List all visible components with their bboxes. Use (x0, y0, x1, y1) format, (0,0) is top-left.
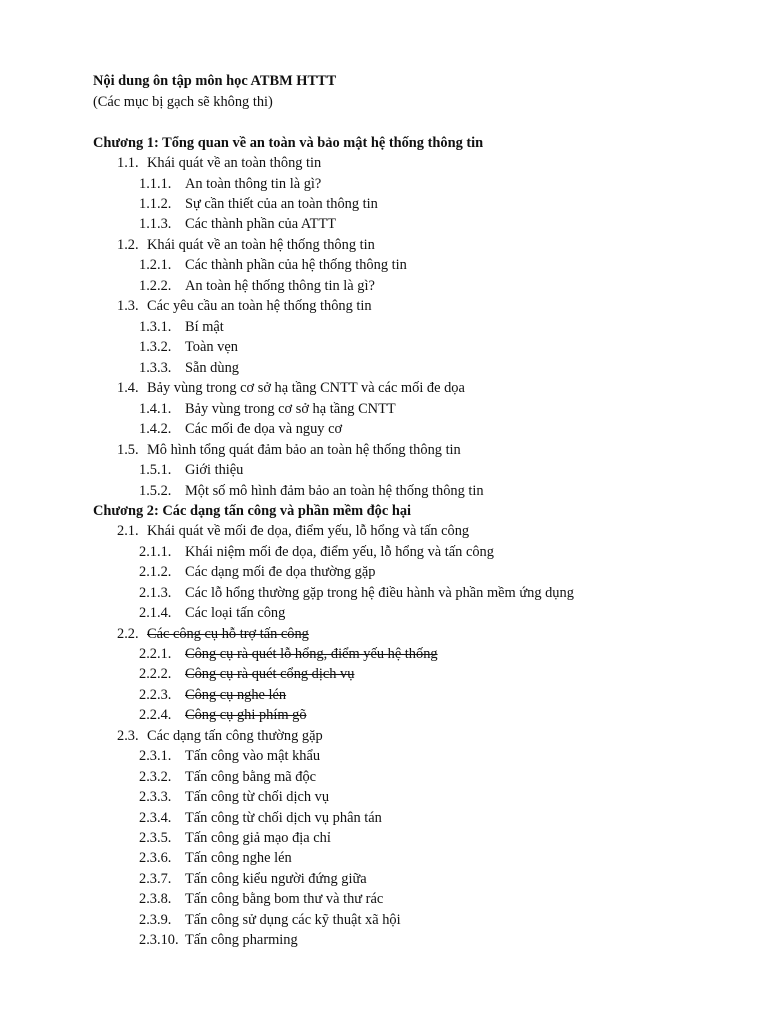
subsection-2-2-4-struck (139, 705, 307, 725)
subsection-text: Khái niệm mối đe dọa, điểm yếu, lỗ hổng và tấn công (185, 544, 494, 560)
subsection-number: 2.1.3. (139, 585, 172, 601)
section-number: 1.5. (117, 442, 139, 458)
subsection-2-1-1 (139, 542, 494, 562)
section-text: Bảy vùng trong cơ sở hạ tầng CNTT và các mối đe dọa (147, 380, 465, 396)
subsection-text: Tấn công vào mật khẩu (185, 748, 321, 764)
subsection-2-1-4 (139, 603, 285, 623)
subsection-number: 1.5.1. (139, 462, 172, 478)
subsection-text: Công cụ ghi phím gõ (185, 707, 307, 723)
subsection-2-3-1 (139, 746, 320, 766)
subsection-number: 2.3.7. (139, 871, 172, 887)
section-number: 1.2. (117, 237, 139, 253)
subsection-text: Tấn công bằng bom thư và thư rác (185, 891, 384, 907)
subsection-2-3-10 (139, 930, 298, 950)
subsection-text: Công cụ rà quét lỗ hổng, điểm yếu hệ thống (185, 646, 438, 662)
subsection-text: Tấn công giả mạo địa chỉ (185, 830, 331, 846)
subsection-text: An toàn thông tin là gì? (185, 176, 322, 192)
subsection-text: Tấn công từ chối dịch vụ (185, 789, 330, 805)
subsection-number: 1.5.2. (139, 483, 172, 499)
subsection-text: Các mối đe dọa và nguy cơ (185, 421, 343, 437)
subsection-text: Tấn công sử dụng các kỹ thuật xã hội (185, 912, 401, 928)
subsection-2-3-7 (139, 869, 367, 889)
subsection-number: 1.1.3. (139, 216, 172, 232)
subsection-1-2-1 (139, 255, 407, 275)
subsection-number: 1.4.2. (139, 421, 172, 437)
section-number: 2.3. (117, 728, 139, 744)
section-text: Các công cụ hỗ trợ tấn công (147, 626, 309, 642)
subsection-number: 2.3.10. (139, 932, 179, 948)
subsection-number: 2.3.8. (139, 891, 172, 907)
subsection-text: Tấn công kiểu người đứng giữa (185, 871, 367, 887)
subsection-1-1-3 (139, 214, 336, 234)
subsection-number: 2.3.6. (139, 850, 172, 866)
section-number: 1.1. (117, 155, 139, 171)
subsection-number: 2.2.4. (139, 707, 172, 723)
section-1-2 (117, 235, 375, 255)
section-2-2-struck (117, 624, 309, 644)
subsection-2-3-4 (139, 808, 382, 828)
section-text: Các yêu cầu an toàn hệ thống thông tin (147, 298, 372, 314)
subsection-2-3-8 (139, 889, 383, 909)
subsection-number: 2.1.2. (139, 564, 172, 580)
chapter-1-heading: Chương 1: Tổng quan về an toàn và bảo mật hệ thống thông tin (93, 135, 484, 151)
subsection-number: 2.1.4. (139, 605, 172, 621)
section-number: 2.1. (117, 523, 139, 539)
section-text: Các dạng tấn công thường gặp (147, 728, 323, 744)
subsection-number: 1.3.2. (139, 339, 172, 355)
chapter-2-heading: Chương 2: Các dạng tấn công và phần mềm độc hại (93, 503, 412, 519)
subsection-2-3-3 (139, 787, 329, 807)
subsection-1-4-1 (139, 399, 396, 419)
subsection-2-3-5 (139, 828, 331, 848)
subsection-2-1-2 (139, 562, 375, 582)
section-1-4 (117, 378, 465, 398)
section-text: Khái quát về an toàn hệ thống thông tin (147, 237, 375, 253)
subsection-text: Một số mô hình đảm bảo an toàn hệ thống thông tin (185, 483, 484, 499)
subsection-number: 1.3.1. (139, 319, 172, 335)
subsection-text: Sẵn dùng (185, 360, 239, 376)
subsection-number: 1.2.2. (139, 278, 172, 294)
subsection-1-3-1 (139, 317, 224, 337)
section-number: 1.4. (117, 380, 139, 396)
subsection-number: 2.3.4. (139, 810, 172, 826)
section-1-1 (117, 153, 321, 173)
subsection-text: Các thành phần của ATTT (185, 216, 337, 232)
subsection-text: Tấn công pharming (185, 932, 298, 948)
subsection-1-1-1 (139, 174, 321, 194)
subsection-text: Sự cần thiết của an toàn thông tin (185, 196, 378, 212)
section-text: Mô hình tổng quát đảm bảo an toàn hệ thống thông tin (147, 442, 461, 458)
subsection-text: Tấn công bằng mã độc (185, 769, 317, 785)
subsection-2-3-9 (139, 910, 401, 930)
subsection-2-2-2-struck (139, 664, 354, 684)
subsection-1-1-2 (139, 194, 378, 214)
section-2-3 (117, 726, 323, 746)
subsection-text: Công cụ nghe lén (185, 687, 287, 703)
subsection-2-3-2 (139, 767, 316, 787)
section-2-1 (117, 521, 469, 541)
subsection-number: 2.3.9. (139, 912, 172, 928)
section-text: Khái quát về an toàn thông tin (147, 155, 322, 171)
subsection-1-3-3 (139, 358, 239, 378)
section-1-3 (117, 296, 372, 316)
subsection-text: Giới thiệu (185, 462, 244, 478)
subsection-number: 2.3.2. (139, 769, 172, 785)
subsection-text: Tấn công nghe lén (185, 850, 292, 866)
subsection-number: 2.2.1. (139, 646, 172, 662)
subsection-number: 2.3.3. (139, 789, 172, 805)
subsection-number: 1.4.1. (139, 401, 172, 417)
subsection-text: Công cụ rà quét cổng dịch vụ (185, 666, 355, 682)
subsection-number: 2.2.2. (139, 666, 172, 682)
subsection-number: 1.1.2. (139, 196, 172, 212)
document-note: (Các mục bị gạch sẽ không thi) (93, 94, 273, 110)
subsection-text: Các loại tấn công (185, 605, 286, 621)
subsection-number: 1.1.1. (139, 176, 172, 192)
subsection-number: 1.3.3. (139, 360, 172, 376)
subsection-number: 1.2.1. (139, 257, 172, 273)
subsection-1-3-2 (139, 337, 238, 357)
subsection-1-2-2 (139, 276, 375, 296)
subsection-1-4-2 (139, 419, 342, 439)
subsection-2-2-3-struck (139, 685, 286, 705)
subsection-text: Các lỗ hổng thường gặp trong hệ điều hành và phần mềm ứng dụng (185, 585, 574, 601)
section-number: 1.3. (117, 298, 139, 314)
subsection-1-5-2 (139, 481, 484, 501)
subsection-text: Tấn công từ chối dịch vụ phân tán (185, 810, 382, 826)
subsection-number: 2.2.3. (139, 687, 172, 703)
subsection-2-3-6 (139, 848, 292, 868)
subsection-number: 2.3.1. (139, 748, 172, 764)
document-title: Nội dung ôn tập môn học ATBM HTTT (93, 73, 337, 89)
subsection-2-1-3 (139, 583, 574, 603)
subsection-1-5-1 (139, 460, 243, 480)
section-text: Khái quát về mối đe dọa, điểm yếu, lỗ hổng và tấn công (147, 523, 470, 539)
subsection-text: Bảy vùng trong cơ sở hạ tầng CNTT (185, 401, 396, 417)
subsection-number: 2.1.1. (139, 544, 172, 560)
subsection-text: Các dạng mối đe dọa thường gặp (185, 564, 376, 580)
subsection-text: Bí mật (185, 319, 224, 335)
section-number: 2.2. (117, 626, 139, 642)
subsection-text: An toàn hệ thống thông tin là gì? (185, 278, 375, 294)
subsection-text: Toàn vẹn (185, 339, 238, 355)
subsection-2-2-1-struck (139, 644, 438, 664)
section-1-5 (117, 440, 461, 460)
subsection-number: 2.3.5. (139, 830, 172, 846)
subsection-text: Các thành phần của hệ thống thông tin (185, 257, 407, 273)
